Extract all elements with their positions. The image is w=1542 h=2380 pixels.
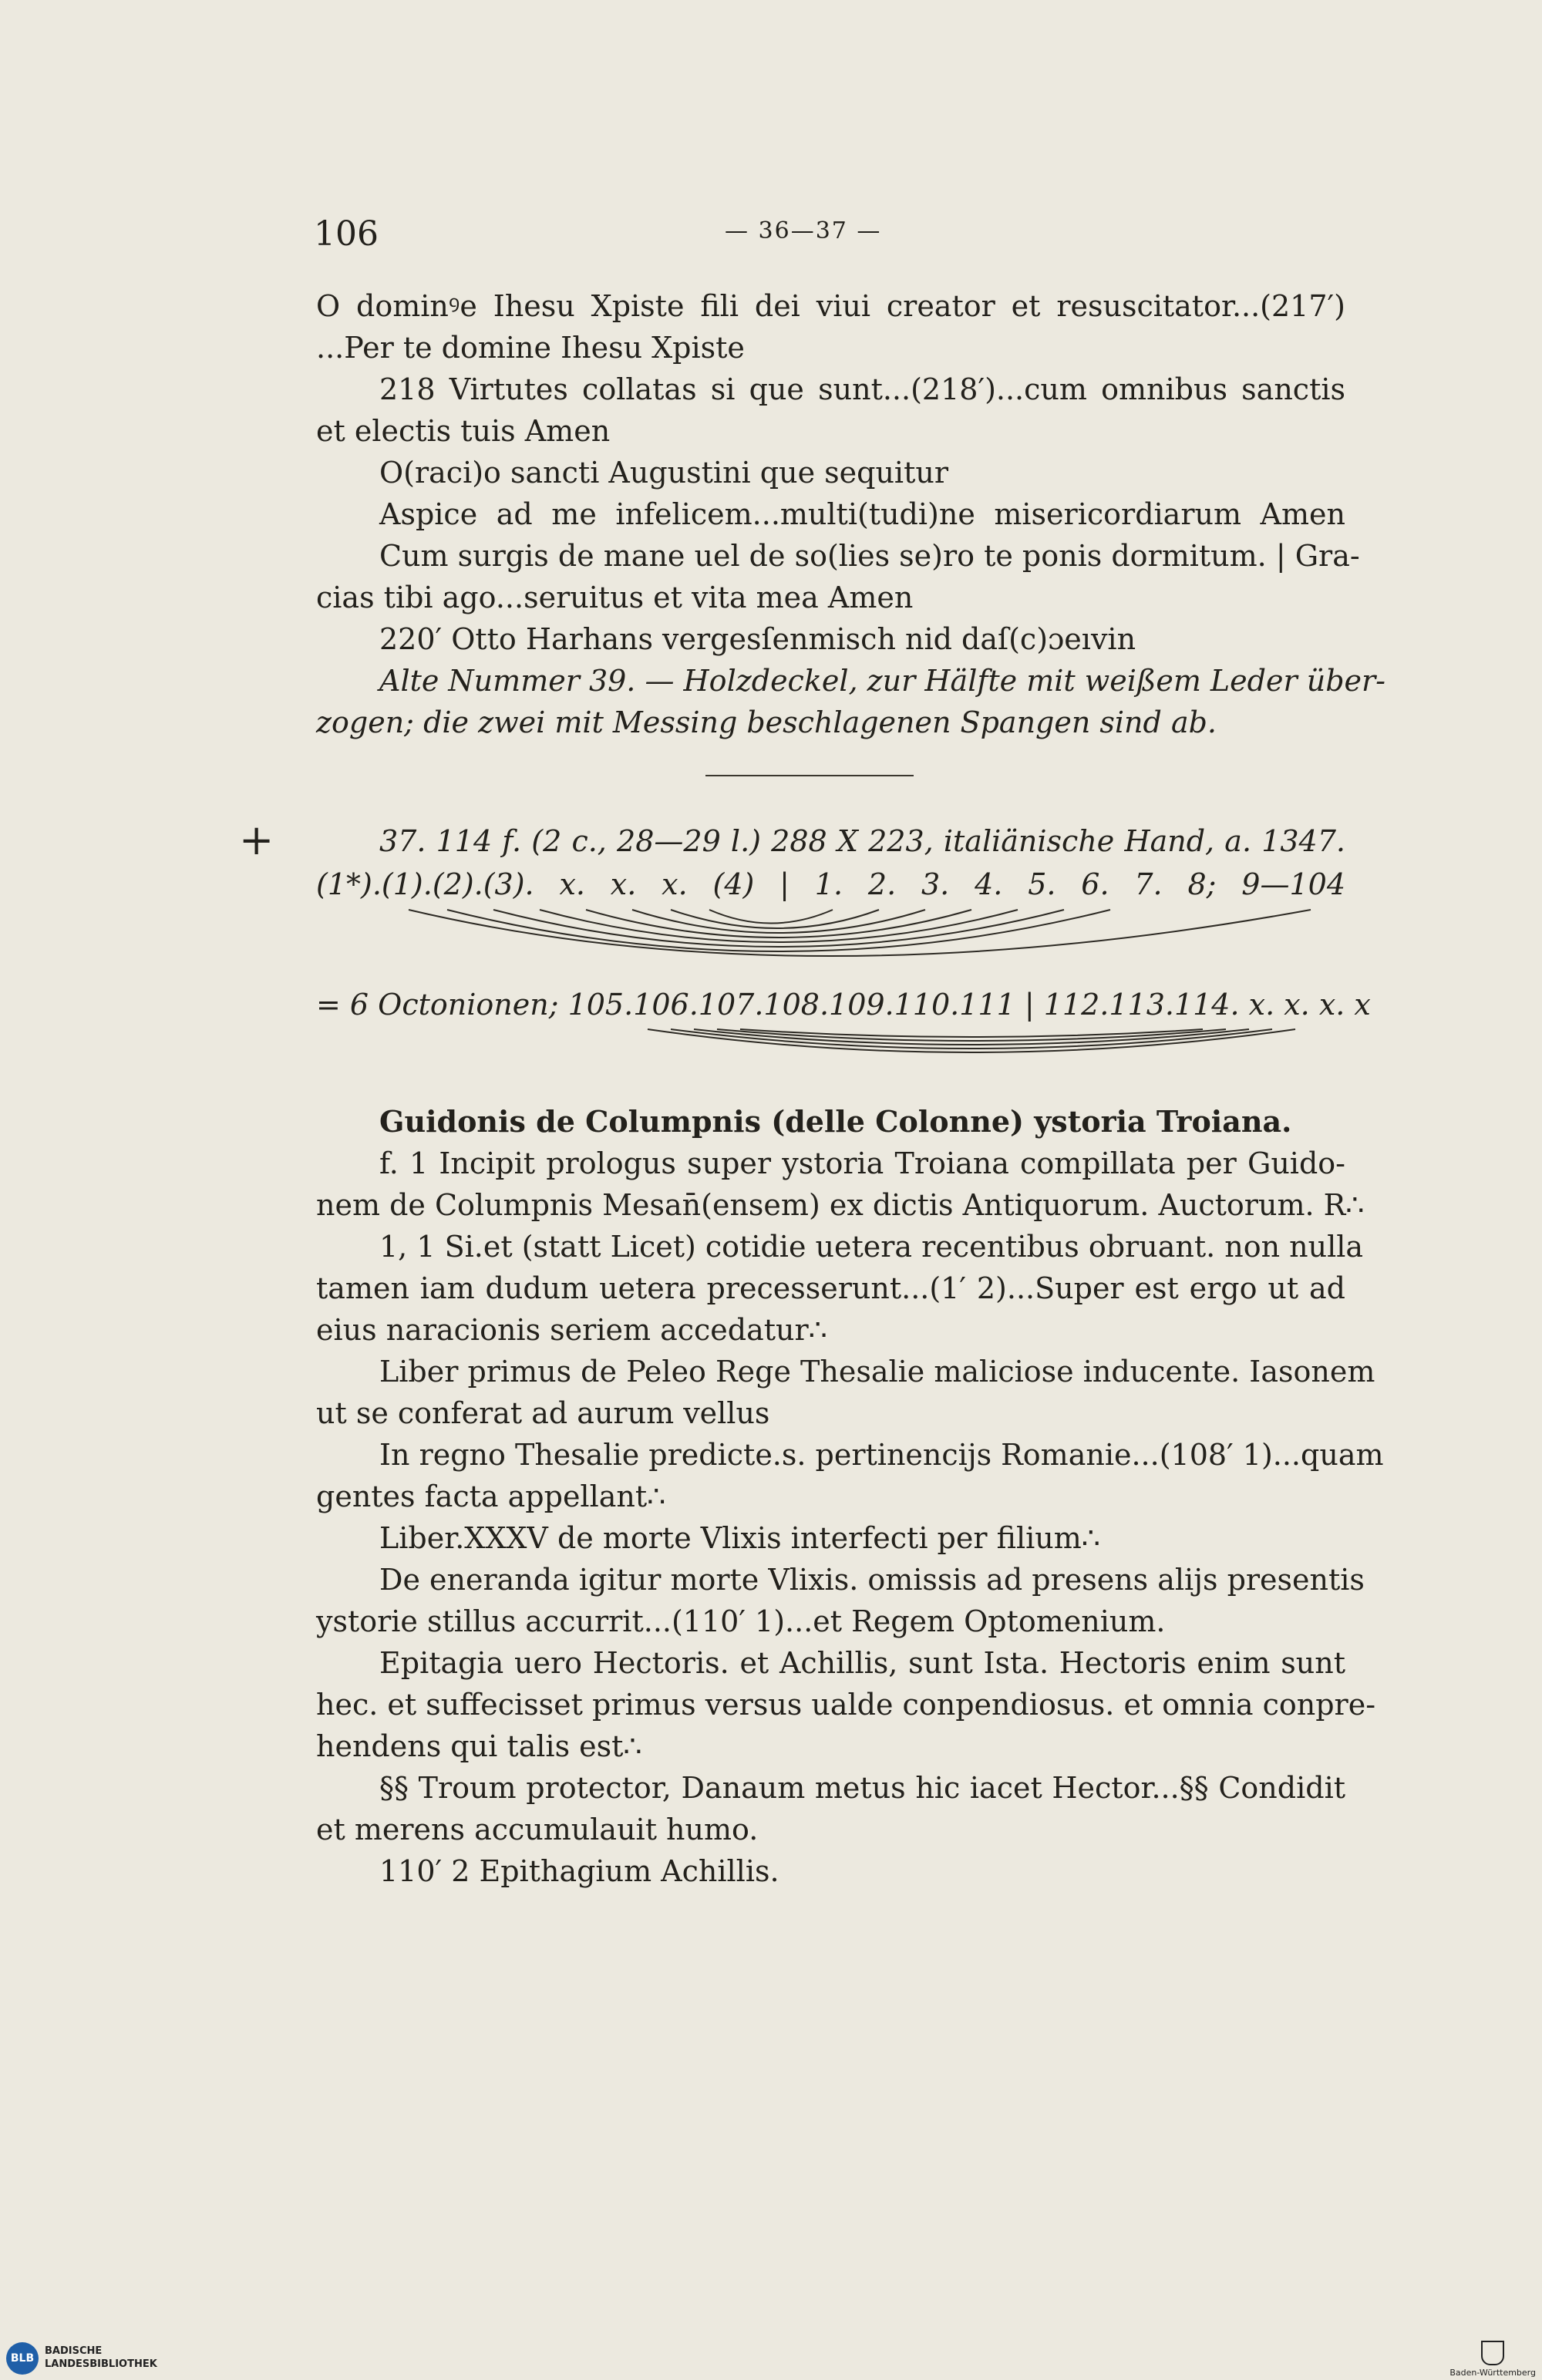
text-line: hendens qui talis est∴ bbox=[316, 1729, 642, 1763]
text-line: et electis tuis Amen bbox=[316, 414, 611, 448]
text-line: (1*).(1).(2).(3). x. x. x. (4) | 1. 2. 3. 4. 5. 6. 7. 8; 9—104 bbox=[316, 867, 1345, 901]
text-line: O dominꝰe Ihesu Xpiste fili dei viui creator et resuscitator...(217′) bbox=[316, 289, 1345, 323]
text-line: hec. et suffecisset primus versus ualde conpendiosus. et omnia conpre- bbox=[316, 1688, 1376, 1722]
text-line: 218 Virtutes collatas si que sunt...(218′)...cum omnibus sanctis bbox=[379, 372, 1345, 406]
text-line: eius naracionis seriem accedatur∴ bbox=[316, 1313, 827, 1347]
text-line: In regno Thesalie predicte.s. pertinencijs Romanie...(108′ 1)...quam bbox=[379, 1438, 1384, 1472]
text-line: et merens accumulauit humo. bbox=[316, 1813, 759, 1846]
text-line: O(raci)o sancti Augustini que sequitur bbox=[379, 456, 948, 490]
text-line: 1, 1 Si.et (statt Licet) cotidie uetera recentibus obruant. non nulla bbox=[379, 1230, 1364, 1264]
section-rule bbox=[705, 775, 914, 776]
text-line: 110′ 2 Epithagium Achillis. bbox=[379, 1854, 779, 1888]
text-line: Cum surgis de mane uel de so(lies se)ro te ponis dormitum. | Gra- bbox=[379, 539, 1360, 573]
quire-arcs bbox=[308, 894, 1371, 1087]
page-number: 106 bbox=[314, 214, 379, 254]
text-line: cias tibi ago...seruitus et vita mea Amen bbox=[316, 581, 914, 614]
text-line: Guidonis de Columpnis (delle Colonne) ystoria Troiana. bbox=[379, 1104, 1292, 1139]
margin-mark: + bbox=[239, 816, 274, 864]
text-line: Aspice ad me infelicem...multi(tudi)ne misericordiarum Amen bbox=[379, 497, 1345, 531]
text-line: = 6 Octonionen; 105.106.107.108.109.110.111 | 112.113.114. x. x. x. x bbox=[316, 988, 1371, 1022]
text-line: tamen iam dudum uetera precesserunt...(1′ 2)...Super est ergo ut ad bbox=[316, 1271, 1345, 1305]
text-line: gentes facta appellant∴ bbox=[316, 1480, 666, 1513]
footer-bar bbox=[0, 2336, 1542, 2380]
text-line: ...Per te domine Ihesu Xpiste bbox=[316, 331, 745, 365]
library-name: BADISCHE LANDESBIBLIOTHEK bbox=[45, 2345, 157, 2370]
text-line: f. 1 Incipit prologus super ystoria Troiana compillata per Guido- bbox=[379, 1146, 1345, 1180]
state-crest: Baden-Württemberg bbox=[1449, 2341, 1536, 2378]
text-line: nem de Columpnis Mesan̄(ensem) ex dictis Antiquorum. Auctorum. R∴ bbox=[316, 1188, 1365, 1222]
text-line: Liber.XXXV de morte Vlixis interfecti per filium∴ bbox=[379, 1521, 1100, 1555]
text-line: 37. 114 f. (2 c., 28—29 l.) 288 X 223, italiänische Hand, a. 1347. bbox=[379, 824, 1345, 858]
text-line: Epitagia uero Hectoris. et Achillis, sunt Ista. Hectoris enim sunt bbox=[379, 1646, 1345, 1680]
text-line: zogen; die zwei mit Messing beschlagenen Spangen sind ab. bbox=[316, 705, 1217, 739]
text-line: §§ Troum protector, Danaum metus hic iacet Hector...§§ Condidit bbox=[379, 1771, 1345, 1805]
crest-icon bbox=[1481, 2341, 1504, 2365]
text-line: Liber primus de Peleo Rege Thesalie maliciose inducente. Iasonem bbox=[379, 1355, 1375, 1389]
running-head: — 36—37 — bbox=[725, 217, 882, 244]
text-line: 220′ Otto Harhans vergesſenmisch nid daſ(c)ɔeıvin bbox=[379, 622, 1136, 656]
text-line: ystorie stillus accurrit...(110′ 1)...et Regem Optomenium. bbox=[316, 1604, 1166, 1638]
text-line: ut se conferat ad aurum vellus bbox=[316, 1396, 770, 1430]
text-line: De eneranda igitur morte Vlixis. omissis ad presens alijs presentis bbox=[379, 1563, 1365, 1597]
library-logo-icon: BLB bbox=[6, 2342, 39, 2375]
text-line: Alte Nummer 39. — Holzdeckel, zur Hälfte mit weißem Leder über- bbox=[379, 664, 1386, 698]
